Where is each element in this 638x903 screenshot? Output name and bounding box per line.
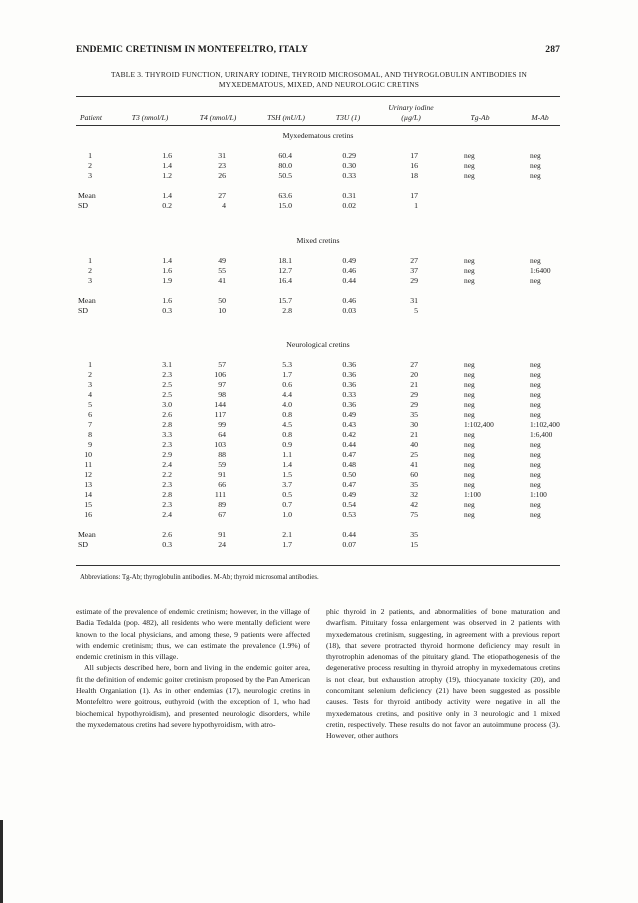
table-cell: 0.49 — [342, 410, 356, 419]
table-cell: 4 — [222, 201, 226, 210]
table-cell: 0.3 — [162, 540, 172, 549]
table-cell: 1.5 — [282, 470, 292, 479]
table-cell: 4.4 — [282, 390, 292, 399]
table-cell: 2 — [88, 161, 92, 170]
table-cell: 89 — [218, 500, 226, 509]
table-cell: 75 — [410, 510, 418, 519]
table-cell: 2.5 — [162, 380, 172, 389]
table-row — [76, 266, 560, 276]
table-cell: 41 — [218, 276, 226, 285]
table-cell: neg — [464, 400, 475, 409]
table-cell: neg — [530, 370, 541, 379]
table-cell: 24 — [218, 540, 226, 549]
table-cell: neg — [530, 360, 541, 369]
table-cell: neg — [464, 360, 475, 369]
table-cell: neg — [464, 276, 475, 285]
table-cell: 64 — [218, 430, 226, 439]
table-cell: 1 — [414, 201, 418, 210]
table-cell: 0.36 — [342, 400, 356, 409]
running-head-title: ENDEMIC CRETINISM IN MONTEFELTRO, ITALY — [76, 44, 308, 55]
table-cell: 1:6,400 — [530, 430, 553, 439]
table-cell: 14 — [84, 490, 92, 499]
table-cell: 5 — [414, 306, 418, 315]
running-head — [76, 44, 560, 55]
table-cell: 2.8 — [162, 420, 172, 429]
table-cell: 23 — [218, 161, 226, 170]
table-cell: 16 — [84, 510, 92, 519]
table-row — [76, 256, 560, 266]
table-cell: 10 — [218, 306, 226, 315]
col-header-t3: T3 (nmol/L) — [131, 113, 169, 122]
table-cell: 50 — [218, 296, 226, 305]
table-cell: 1 — [88, 151, 92, 160]
table-cell: 1.7 — [282, 540, 292, 549]
table-cell: 1.6 — [162, 266, 172, 275]
table-cell: 21 — [410, 430, 418, 439]
table-bottom-rule — [76, 565, 560, 566]
table-cell: neg — [530, 470, 541, 479]
table-cell: neg — [464, 151, 475, 160]
table-row — [76, 171, 560, 181]
table-cell: 1:102,400 — [530, 420, 560, 429]
table-cell: 1:100 — [530, 490, 547, 499]
table-cell: SD — [78, 540, 88, 549]
table-cell: 35 — [410, 480, 418, 489]
col-header-patient: Patient — [80, 113, 102, 122]
body-column-right — [326, 606, 560, 742]
table-row — [76, 490, 560, 500]
table-cell: 144 — [214, 400, 226, 409]
table-cell: 35 — [410, 530, 418, 539]
table-cell: 1.1 — [282, 450, 292, 459]
table-cell: 7 — [88, 420, 92, 429]
table-cell: 1.2 — [162, 171, 172, 180]
table-cell: 59 — [218, 460, 226, 469]
table-cell: 1.4 — [162, 191, 172, 200]
table-row — [76, 151, 560, 161]
table-cell: Mean — [78, 296, 96, 305]
table-cell: 40 — [410, 440, 418, 449]
table-cell: 2.2 — [162, 470, 172, 479]
table-row — [76, 360, 560, 370]
table-row — [76, 440, 560, 450]
table-cell: 11 — [84, 460, 92, 469]
table-cell: 80.0 — [278, 161, 292, 170]
table-cell: 0.53 — [342, 510, 356, 519]
table-cell: 0.42 — [342, 430, 356, 439]
table-cell: 57 — [218, 360, 226, 369]
table-cell: 1.7 — [282, 370, 292, 379]
table-cell: 27 — [410, 256, 418, 265]
table-cell: neg — [464, 480, 475, 489]
col-header-t3u: T3U (1) — [335, 113, 361, 122]
table-cell: 18.1 — [278, 256, 292, 265]
table-cell: neg — [530, 510, 541, 519]
table-cell: 8 — [88, 430, 92, 439]
paragraph: All subjects described here, born and living in the endemic goiter area, fit the definition of endemic goiter cretinism proposed by the Pan American Health Organiation (1). As in other endemias (17), neurologic cretins in Montefeltro were goitrous, euthyroid (with the exception of 1, who had biochemical hypothyroidism), and presented neurologic disorders, while the myxedematous cretins had severe hypothyroidism, with atro- — [76, 663, 310, 729]
table-cell: 0.8 — [282, 430, 292, 439]
sd-row — [76, 540, 560, 550]
table-cell: 49 — [218, 256, 226, 265]
table-cell: 1.6 — [162, 151, 172, 160]
table-cell: neg — [530, 171, 541, 180]
table-cell: 15.7 — [278, 296, 292, 305]
table-caption: TABLE 3. THYROID FUNCTION, URINARY IODINE, THYROID MICROSOMAL, AND THYROGLOBULIN ANTIBODIES IN MYXEDEMATOUS, MIXED, AND NEUROLOGIC CRETINS — [111, 70, 527, 89]
table-cell: 88 — [218, 450, 226, 459]
table-cell: 3.1 — [162, 360, 172, 369]
table-cell: neg — [530, 380, 541, 389]
table-cell: neg — [464, 510, 475, 519]
table-header-rule — [76, 125, 560, 126]
table-cell: 0.47 — [342, 450, 356, 459]
table-cell: neg — [530, 161, 541, 170]
table-cell: 0.46 — [342, 296, 356, 305]
table-cell: 2.3 — [162, 370, 172, 379]
col-header-tgab: Tg-Ab — [470, 113, 490, 122]
table-cell: 27 — [410, 360, 418, 369]
table-cell: neg — [464, 410, 475, 419]
table-cell: 0.36 — [342, 360, 356, 369]
table-cell: neg — [530, 460, 541, 469]
table-cell: neg — [464, 390, 475, 399]
table-row — [76, 370, 560, 380]
table-cell: neg — [464, 380, 475, 389]
mean-row — [76, 191, 560, 201]
table-cell: 18 — [410, 171, 418, 180]
table-cell: 97 — [218, 380, 226, 389]
table-cell: neg — [530, 276, 541, 285]
table-cell: 16.4 — [278, 276, 292, 285]
page-number: 287 — [545, 44, 560, 55]
table-cell: neg — [464, 500, 475, 509]
abbreviations-note: Abbreviations: Tg-Ab; thyroglobulin antibodies. M-Ab; thyroid microsomal antibodies. — [80, 574, 319, 581]
table-cell: 31 — [218, 151, 226, 160]
table-cell: 5 — [88, 400, 92, 409]
table-cell: neg — [530, 440, 541, 449]
table-cell: 17 — [410, 151, 418, 160]
table-cell: 4.0 — [282, 400, 292, 409]
table-cell: 3 — [88, 380, 92, 389]
table-cell: 15 — [410, 540, 418, 549]
table-cell: 27 — [218, 191, 226, 200]
table-cell: neg — [530, 390, 541, 399]
table-row — [76, 276, 560, 286]
table-cell: 2.1 — [282, 530, 292, 539]
table-cell: 2 — [88, 266, 92, 275]
table-cell: 3 — [88, 171, 92, 180]
table-cell: 0.46 — [342, 266, 356, 275]
table-cell: 15 — [84, 500, 92, 509]
table-cell: 2.9 — [162, 450, 172, 459]
table-cell: 0.30 — [342, 161, 356, 170]
table-cell: 0.49 — [342, 256, 356, 265]
table-cell: 66 — [218, 480, 226, 489]
table-cell: 2.5 — [162, 390, 172, 399]
table-cell: 3.3 — [162, 430, 172, 439]
table-cell: 41 — [410, 460, 418, 469]
table-row — [76, 430, 560, 440]
col-header-t4: T4 (nmol/L) — [199, 113, 237, 122]
table-cell: 103 — [214, 440, 226, 449]
table-cell: neg — [464, 450, 475, 459]
table-cell: 6 — [88, 410, 92, 419]
section-title: Neurological cretins — [286, 340, 350, 349]
table-cell: 1.4 — [162, 161, 172, 170]
table-cell: neg — [464, 430, 475, 439]
table-cell: 3 — [88, 276, 92, 285]
table-cell: 0.2 — [162, 201, 172, 210]
table-cell: 0.49 — [342, 490, 356, 499]
table-cell: 91 — [218, 530, 226, 539]
table-cell: neg — [464, 256, 475, 265]
table-cell: 1 — [88, 360, 92, 369]
table-top-rule — [76, 96, 560, 97]
table-cell: 42 — [410, 500, 418, 509]
table-cell: 2.4 — [162, 460, 172, 469]
table-cell: 1 — [88, 256, 92, 265]
table-cell: Mean — [78, 530, 96, 539]
table-cell: 0.50 — [342, 470, 356, 479]
table-cell: neg — [464, 161, 475, 170]
table-cell: 0.9 — [282, 440, 292, 449]
table-cell: 0.44 — [342, 440, 356, 449]
sd-row — [76, 201, 560, 211]
table-cell: 2.3 — [162, 500, 172, 509]
table-cell: 15.0 — [278, 201, 292, 210]
table-cell: 12 — [84, 470, 92, 479]
table-cell: 63.6 — [278, 191, 292, 200]
table-cell: 0.8 — [282, 410, 292, 419]
table-cell: neg — [530, 256, 541, 265]
table-cell: 0.48 — [342, 460, 356, 469]
mean-row — [76, 296, 560, 306]
table-cell: 1.0 — [282, 510, 292, 519]
table-cell: 0.33 — [342, 171, 356, 180]
table-cell: 0.6 — [282, 380, 292, 389]
table-cell: 0.44 — [342, 530, 356, 539]
table-cell: 0.07 — [342, 540, 356, 549]
table-cell: 0.02 — [342, 201, 356, 210]
table-cell: 0.7 — [282, 500, 292, 509]
table-cell: neg — [464, 470, 475, 479]
table-cell: 1.6 — [162, 296, 172, 305]
table-cell: 12.7 — [278, 266, 292, 275]
table-row — [76, 510, 560, 520]
table-row — [76, 400, 560, 410]
table-cell: SD — [78, 201, 88, 210]
table-cell: SD — [78, 306, 88, 315]
table-cell: 1.4 — [282, 460, 292, 469]
table-cell: 67 — [218, 510, 226, 519]
table-row — [76, 460, 560, 470]
table-cell: 21 — [410, 380, 418, 389]
table-cell: 117 — [214, 410, 226, 419]
table-cell: neg — [464, 266, 475, 275]
table-cell: neg — [530, 500, 541, 509]
col-header-iodine: Urinary iodine — [388, 103, 434, 112]
table-cell: 0.47 — [342, 480, 356, 489]
paragraph: estimate of the prevalence of endemic cretinism; however, in the village of Badia Tedalda (pop. 482), all residents who were mentally deficient were known to the local physicians, and among these, 9 patients were affected with endemic cretinism; thus, we can estimate the prevalence (1.9%) of endemic cretinism in this village. — [76, 607, 310, 662]
scan-edge-mark — [0, 820, 3, 903]
table-cell: 50.5 — [278, 171, 292, 180]
table-cell: 60 — [410, 470, 418, 479]
table-cell: 0.36 — [342, 370, 356, 379]
table-row — [76, 390, 560, 400]
table-cell: 2.8 — [282, 306, 292, 315]
table-cell: 2.8 — [162, 490, 172, 499]
table-cell: 1:100 — [464, 490, 481, 499]
table-cell: 1:102,400 — [464, 420, 494, 429]
table-cell: 16 — [410, 161, 418, 170]
table-cell: 4.5 — [282, 420, 292, 429]
table-cell: neg — [530, 450, 541, 459]
table-cell: neg — [464, 440, 475, 449]
sd-row — [76, 306, 560, 316]
paragraph: phic thyroid in 2 patients, and abnormalities of bone maturation and dwarfism. Pituitary fossa enlargement was observed in 2 patients with myxedematous cretinism, suggesting, in agreement with a previous report (18), that severe protracted thyroid hormone deficiency may result in thyrotrophin adenomas of the pituitary gland. The etiopathogenesis of the degenerative process resulting in thyroid atrophy in myxedematous cretins is not clear, but exhaustion atrophy (19), thiocyanate toxicity (20), and concomitant selenium deficiency (21) have been suggested as possible causes. Tests for thyroid antibody activity were negative in all the myxedematous cretins, and positive only in 3 neurologic and 1 mixed cretin, respectively. These results do not favor an autoimmune process (3). However, other authors — [326, 607, 560, 741]
table-cell: 37 — [410, 266, 418, 275]
table-cell: neg — [530, 151, 541, 160]
table-row — [76, 380, 560, 390]
table-cell: 2.3 — [162, 440, 172, 449]
table-cell: 91 — [218, 470, 226, 479]
table-cell: 2.3 — [162, 480, 172, 489]
col-header-mab: M-Ab — [531, 113, 549, 122]
body-column-left — [76, 606, 310, 730]
table-cell: 29 — [410, 400, 418, 409]
table-cell: 1.4 — [162, 256, 172, 265]
table-row — [76, 470, 560, 480]
table-cell: 99 — [218, 420, 226, 429]
table-cell: neg — [530, 400, 541, 409]
table-cell: 31 — [410, 296, 418, 305]
table-row — [76, 500, 560, 510]
table-cell: 0.03 — [342, 306, 356, 315]
table-cell: 60.4 — [278, 151, 292, 160]
table-cell: neg — [530, 410, 541, 419]
table-cell: neg — [464, 370, 475, 379]
table-cell: 106 — [214, 370, 226, 379]
table-row — [76, 450, 560, 460]
table-cell: 32 — [410, 490, 418, 499]
section-title: Mixed cretins — [296, 236, 340, 245]
col-header-iodine-unit: (µg/L) — [401, 113, 421, 122]
table-cell: 0.43 — [342, 420, 356, 429]
mean-row — [76, 530, 560, 540]
table-cell: 13 — [84, 480, 92, 489]
table-cell: 0.44 — [342, 276, 356, 285]
table-cell: 55 — [218, 266, 226, 275]
table-cell: 20 — [410, 370, 418, 379]
table-row — [76, 480, 560, 490]
table-cell: 4 — [88, 390, 92, 399]
table-cell: 9 — [88, 440, 92, 449]
table-cell: 26 — [218, 171, 226, 180]
table-cell: 1.9 — [162, 276, 172, 285]
table-cell: 0.5 — [282, 490, 292, 499]
table-cell: 10 — [84, 450, 92, 459]
table-cell: 0.36 — [342, 380, 356, 389]
table-cell: 0.29 — [342, 151, 356, 160]
col-header-tsh: TSH (mU/L) — [267, 113, 305, 122]
section-title: Myxedematous cretins — [282, 131, 354, 140]
table-cell: 29 — [410, 276, 418, 285]
table-cell: 5.3 — [282, 360, 292, 369]
table-cell: neg — [530, 480, 541, 489]
table-cell: 3.7 — [282, 480, 292, 489]
table-row — [76, 420, 560, 430]
table-cell: 3.0 — [162, 400, 172, 409]
table-cell: 2.6 — [162, 410, 172, 419]
table-cell: neg — [464, 171, 475, 180]
table-cell: 35 — [410, 410, 418, 419]
table-cell: 2.6 — [162, 530, 172, 539]
table-cell: Mean — [78, 191, 96, 200]
table-cell: 30 — [410, 420, 418, 429]
table-cell: 2 — [88, 370, 92, 379]
table-cell: 111 — [214, 490, 226, 499]
table-cell: 0.54 — [342, 500, 356, 509]
table-row — [76, 410, 560, 420]
table-row — [76, 161, 560, 171]
table-cell: 29 — [410, 390, 418, 399]
table-cell: 0.33 — [342, 390, 356, 399]
table-cell: 25 — [410, 450, 418, 459]
table-cell: 98 — [218, 390, 226, 399]
table-cell: 17 — [410, 191, 418, 200]
table-cell: 0.31 — [342, 191, 356, 200]
table-cell: 1:6400 — [530, 266, 551, 275]
table-cell: 2.4 — [162, 510, 172, 519]
table-cell: neg — [464, 460, 475, 469]
table-cell: 0.3 — [162, 306, 172, 315]
